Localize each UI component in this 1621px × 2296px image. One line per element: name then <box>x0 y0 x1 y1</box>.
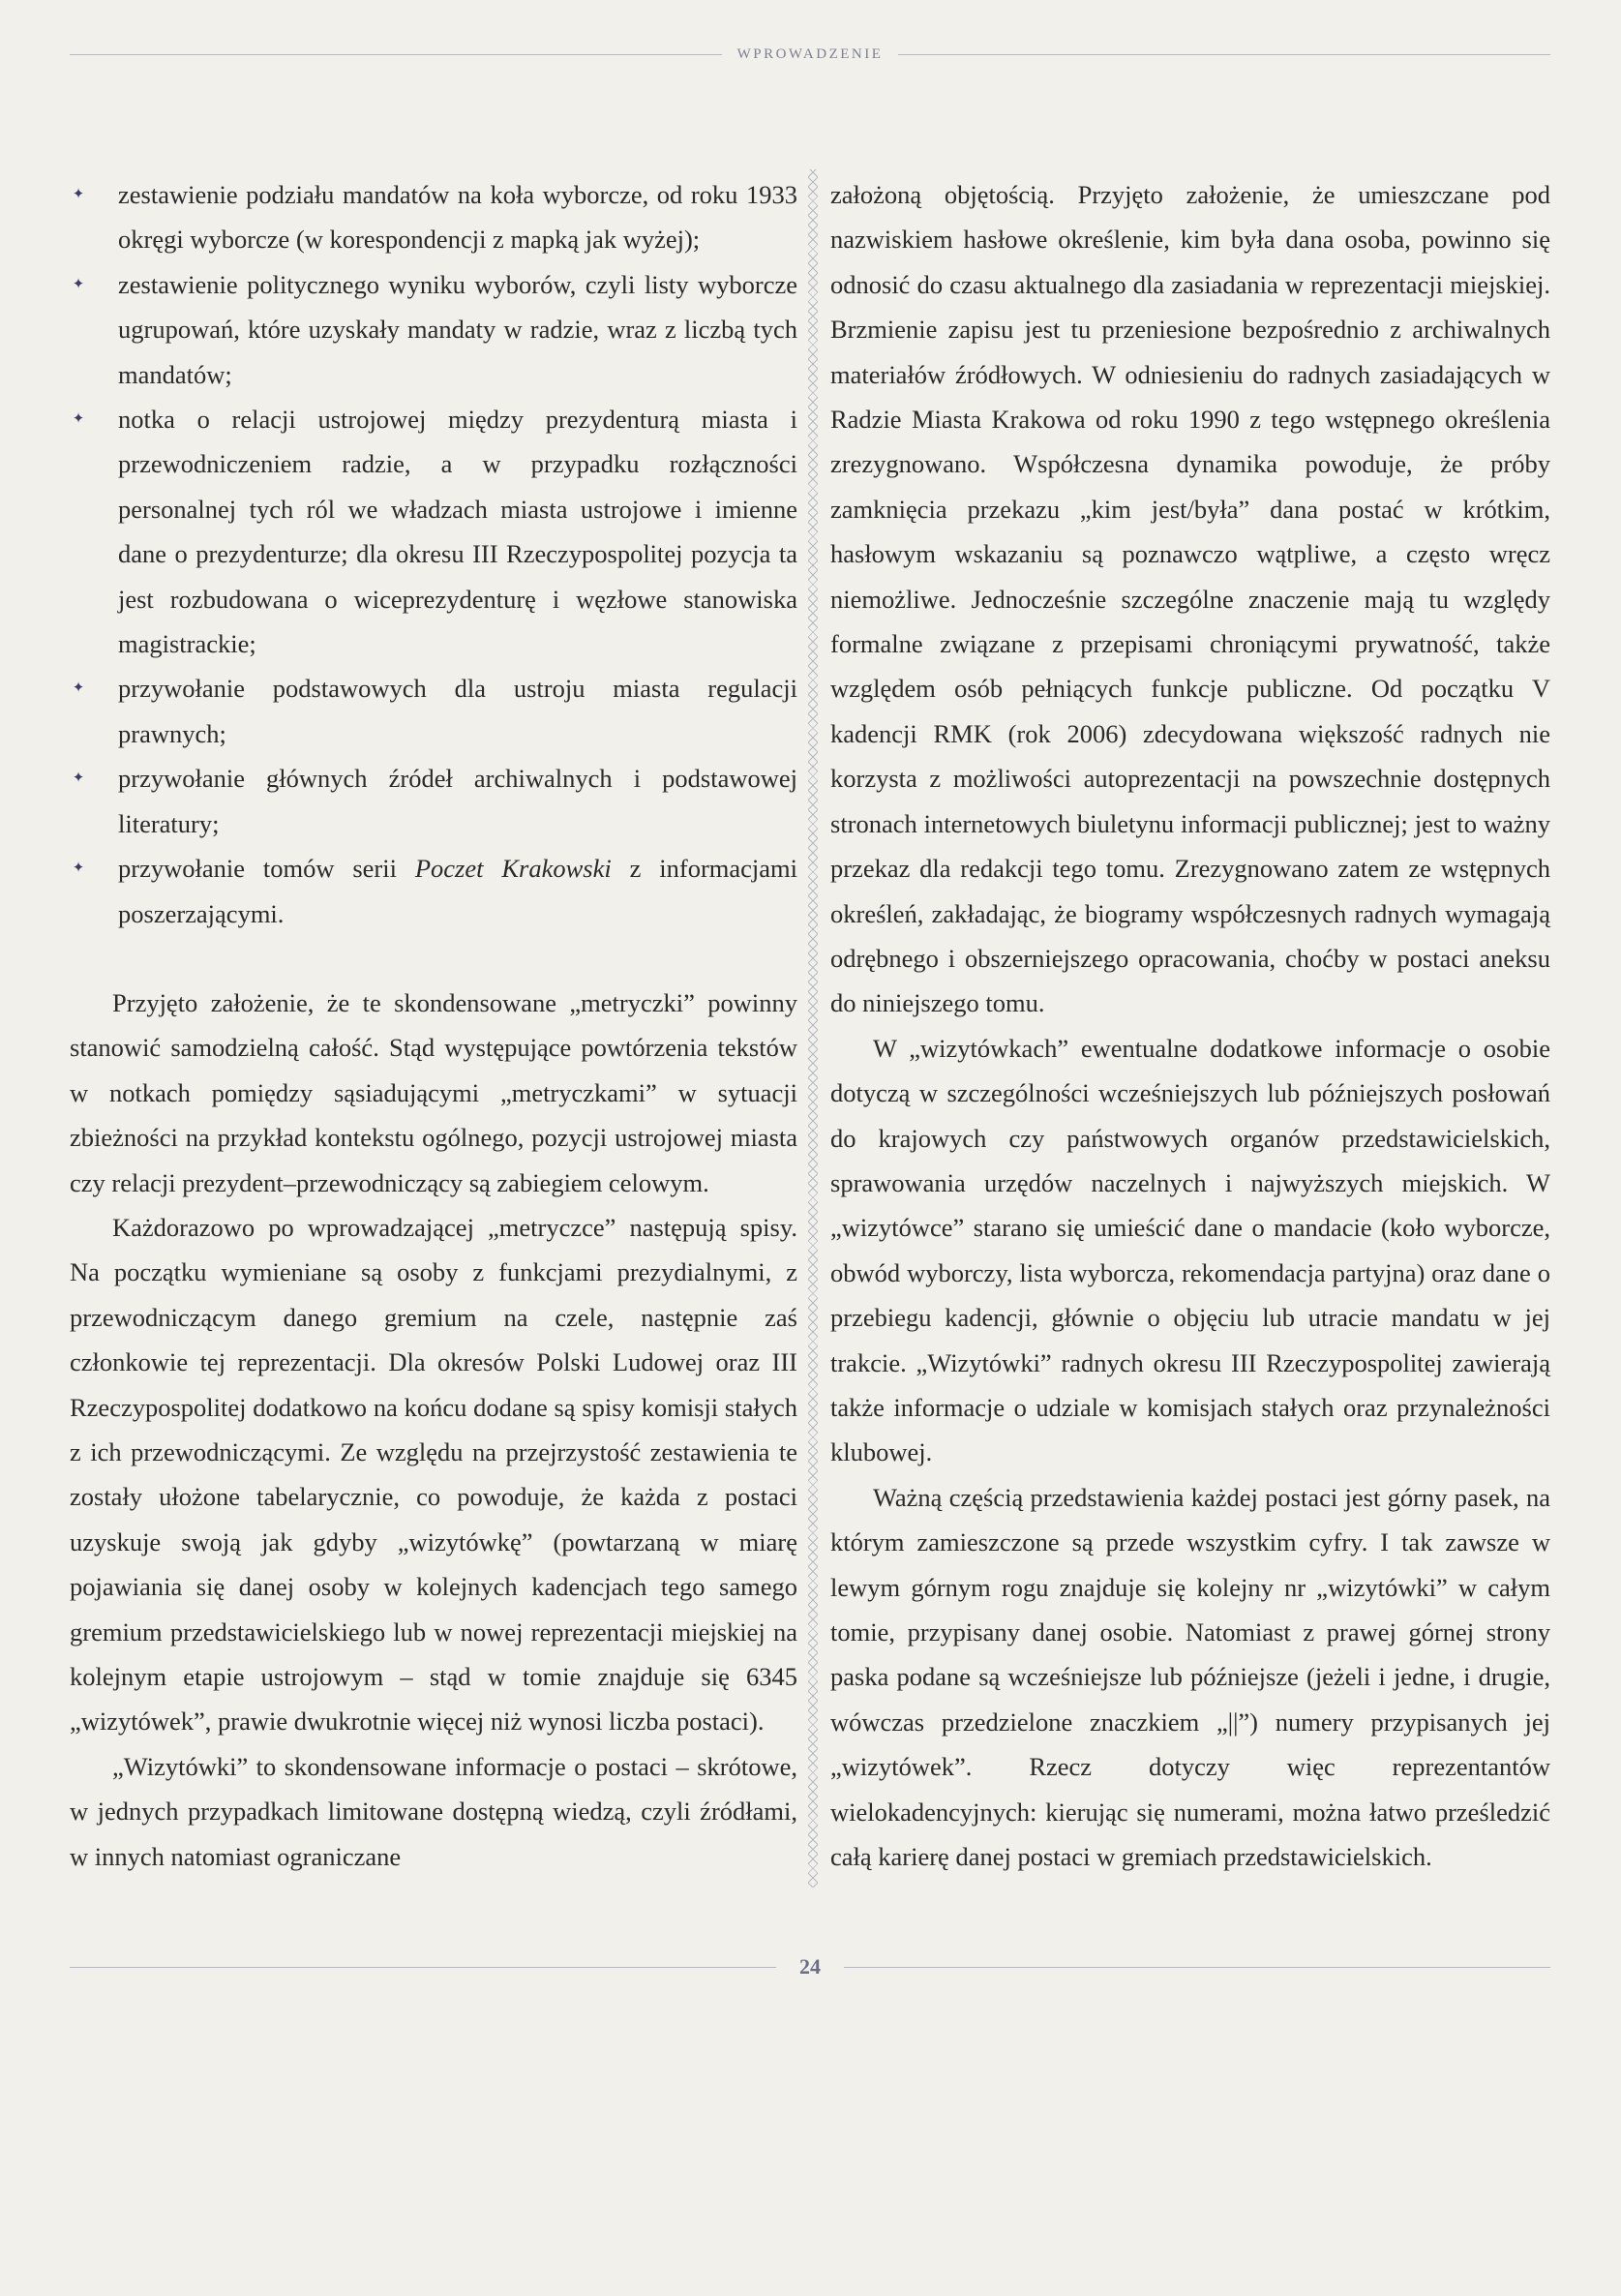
body-paragraph: Ważną częścią przedstawienia każdej postaci jest górny pasek, na którym zamieszczone są przede wszystkim cyfry. I tak zawsze w lewym górnym rogu znajduje się kolejny nr „wizytówki” w całym tomie, przypisany danej osobie. Natomiast z prawej górnej strony paska podane są wcześniejsze lub późniejsze (jeżeli i jedne, i drugie, wówczas przedzielone znaczkiem „||”) numery przypisanych jej „wizytówek”. Rzecz dotyczy więc reprezentantów wielokadencyjnych: kierując się numerami, można łatwo prześledzić całą karierę danej postaci w gremiach przedstawicielskich. <box>830 1482 1550 1872</box>
bullet-item <box>70 846 797 936</box>
bullet-item <box>70 262 797 397</box>
right-column <box>830 172 1550 1886</box>
body-paragraph-continued: założoną objętością. Przyjęto założenie, że umieszczane pod nazwiskiem hasłowe określenie, kim była dana osoba, powinno się odnosić do czasu aktualnego dla zasiadania w reprezentacji miejskiej. Brzmienie zapisu jest tu przeniesione bezpośrednio z archiwalnych materiałów źródłowych. W odniesieniu do radnych zasiadających w Radzie Miasta Krakowa od roku 1990 z tego wstępnego określenia zrezygnowano. Współczesna dynamika powoduje, że próby zamknięcia przekazu „kim jest/była” dana postać w krótkim, hasłowym wskazaniu są poznawczo wątpliwe, a często wręcz niemożliwe. Jednocześnie szczególne znaczenie mają tu względy formalne związane z przepisami chroniącymi prywatność, także względem osób pełniących funkcje publiczne. Od początku V kadencji RMK (rok 2006) zdecydowana większość radnych nie korzysta z możliwości autoprezentacji na powszechnie dostępnych stronach internetowych biuletynu informacji publicznej; jest to ważny przekaz dla redakcji tego tomu. Zrezygnowano zatem ze wstępnych określeń, zakładając, że biogramy współczesnych radnych wymagają odrębnego i obszerniejszego opracowania, choćby w postaci aneksu do niniejszego tomu. <box>830 180 1550 1018</box>
body-paragraph: W „wizytówkach” ewentualne dodatkowe informacje o osobie dotyczą w szczególności wcześniejszych lub późniejszych posłowań do krajowych czy państwowych organów przedstawicielskich, sprawowania urzędów naczelnych i najwyższych miejskich. W „wizytówce” starano się umieścić dane o mandacie (koło wyborcze, obwód wyborczy, lista wyborcza, rekomendacja partyjna) oraz dane o przebiegu kadencji, głównie o objęciu lub utracie mandatu w jej trakcie. „Wizytówki” radnych okresu III Rzeczypospolitej zawierają także informacje o udziale w komisjach stałych oraz przynależności klubowej. <box>830 1033 1550 1467</box>
bullet-item <box>70 397 797 666</box>
left-column <box>70 172 797 1886</box>
diamond-bullet-icon: ✦ <box>72 187 85 202</box>
running-header <box>70 43 1550 66</box>
bullet-item <box>70 666 797 756</box>
header-rule-left <box>70 54 722 55</box>
column-divider-ornament <box>799 169 826 1888</box>
bullet-text-suffix: z informacjami poszerzającymi. <box>118 854 797 928</box>
header-rule-right <box>898 54 1550 55</box>
series-title: Poczet Krakowski <box>414 854 612 884</box>
bullet-text: notka o relacji ustrojowej między prezydenturą miasta i przewodniczeniem radzie, a w przypadku rozłączności personalnej tych ról we władzach miasta ustrojowe i imienne dane o prezydenturze; dla okresu III Rzeczypospolitej pozycja ta jest rozbudowana o wiceprezydenturę i węzłowe stanowiska magistrackie; <box>118 405 797 659</box>
page-number: 24 <box>799 1954 821 1979</box>
diamond-bullet-icon: ✦ <box>72 770 85 787</box>
running-header-title: WPROWADZENIE <box>736 45 884 62</box>
diamond-bullet-icon: ✦ <box>72 861 85 877</box>
body-paragraph: „Wizytówki” to skondensowane informacje o postaci – skrótowe, w jednych przypadkach limitowane dostępną wiedzą, czyli źródłami, w innych natomiast ograniczane <box>70 1751 797 1871</box>
diamond-bullet-icon: ✦ <box>72 411 85 428</box>
diamond-bullet-icon: ✦ <box>72 276 85 292</box>
bullet-text: przywołanie głównych źródeł archiwalnych i podstawowej literatury; <box>118 764 797 838</box>
body-paragraph: Przyjęto założenie, że te skondensowane „metryczki” powinny stanowić samodzielną całość. Stąd występujące powtórzenia tekstów w notkach pomiędzy sąsiadującymi „metryczkami” w sytuacji zbieżności na przykład kontekstu ogólnego, pozycji ustrojowej miasta czy relacji prezydent–przewodniczący są zabiegiem celowym. <box>70 987 797 1197</box>
bullet-item <box>70 172 797 262</box>
bullet-item <box>70 756 797 846</box>
footer-rule-right <box>844 1967 1550 1968</box>
diamond-bullet-icon: ✦ <box>72 680 85 697</box>
bullet-list-wrapper <box>70 172 797 936</box>
bullet-text: przywołanie podstawowych dla ustroju miasta regulacji prawnych; <box>118 674 797 748</box>
bullet-list <box>70 172 797 936</box>
page-footer <box>70 1948 1550 1986</box>
footer-rule-left <box>70 1967 776 1968</box>
bullet-text-prefix: przywołanie tomów serii <box>118 854 415 884</box>
body-paragraph: Każdorazowo po wprowadzającej „metryczce” następują spisy. Na początku wymieniane są osoby z funkcjami prezydialnymi, z przewodniczącym danego gremium na czele, następnie zaś członkowie tej reprezentacji. Dla okresów Polski Ludowej oraz III Rzeczypospolitej dodatkowo na końcu dodane są spisy komisji stałych z ich przewodniczącymi. Ze względu na przejrzystość zestawienia te zostały ułożone tabelarycznie, co powoduje, że każda z postaci uzyskuje swoją jak gdyby „wizytówkę” (powtarzaną w miarę pojawiania się danej osoby w kolejnych kadencjach tego samego gremium przedstawicielskiego lub w nowej reprezentacji miejskiej na kolejnym etapie ustrojowym – stąd w tomie znajduje się 6345 „wizytówek”, prawie dwukrotnie więcej niż wynosi liczba postaci). <box>70 1212 797 1737</box>
bullet-text: zestawienie podziału mandatów na koła wyborcze, od roku 1933 okręgi wyborcze (w korespondencji z mapką jak wyżej); <box>118 180 797 255</box>
bullet-text: zestawienie politycznego wyniku wyborów, czyli listy wyborcze ugrupowań, które uzyskały mandaty w radzie, wraz z liczbą tych mandatów; <box>118 269 797 389</box>
